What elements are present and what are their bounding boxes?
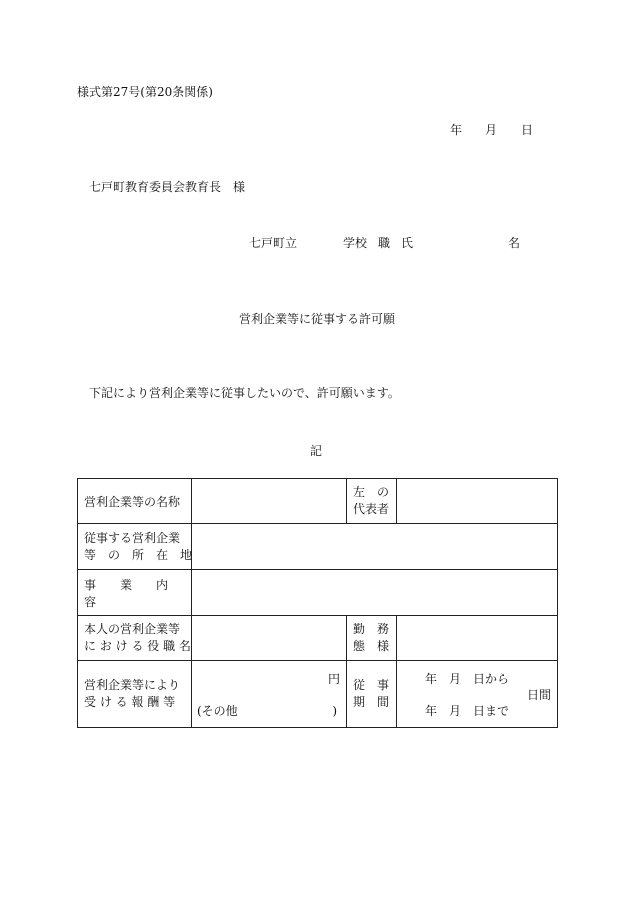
applicant-position: 職	[378, 236, 391, 250]
compensation-label-cell	[78, 661, 192, 728]
job-title-label-cell	[78, 616, 192, 661]
addressee: 七戸町教育委員会教育長 様	[89, 180, 246, 194]
applicant-town-school: 七戸町立	[249, 236, 298, 250]
table-row	[78, 524, 558, 570]
period-field[interactable]	[397, 661, 558, 728]
company-name-label: 営利企業等の名称	[84, 494, 181, 509]
table-row	[78, 479, 558, 524]
table-row	[78, 570, 558, 616]
compensation-field[interactable]	[192, 661, 347, 728]
date-month-label: 月	[485, 123, 498, 137]
period-from: 年 月 日から	[425, 672, 510, 686]
work-style-label-line2: 態 様	[353, 639, 390, 653]
date-year-label: 年	[450, 123, 463, 137]
compensation-label-line2: 受 け る 報 酬 等	[84, 695, 176, 709]
company-name-field[interactable]	[192, 479, 347, 524]
job-title-field[interactable]	[192, 616, 347, 661]
other-open: (その他	[197, 704, 238, 718]
job-title-label-line2: に お け る 役 職 名	[84, 639, 191, 653]
representative-label-line2: 代表者	[353, 502, 390, 516]
compensation-label-line1: 営利企業等により	[84, 678, 181, 692]
work-style-label-cell	[347, 616, 397, 661]
company-name-label-cell	[78, 479, 192, 524]
work-style-label-line1: 勤 務	[353, 622, 390, 636]
business-content-label: 事 業 内 容	[84, 577, 193, 609]
period-days: 日間	[526, 688, 551, 702]
business-content-label-cell	[78, 570, 192, 616]
representative-field[interactable]	[397, 479, 558, 524]
ki-label: 記	[310, 444, 323, 458]
form-number: 様式第27号(第20条関係)	[77, 85, 213, 99]
work-style-field[interactable]	[397, 616, 558, 661]
table-row	[78, 661, 558, 728]
date-day-label: 日	[521, 123, 534, 137]
yen-unit: 円	[327, 672, 340, 686]
representative-label-line1: 左 の	[353, 485, 390, 499]
other-close: )	[332, 704, 337, 718]
application-table	[77, 478, 558, 728]
representative-label-cell	[347, 479, 397, 524]
period-to: 年 月 日まで	[425, 704, 510, 718]
body-text: 下記により営利企業等に従事したいので、許可願います。	[89, 386, 400, 400]
table-row	[78, 616, 558, 661]
period-label-cell	[347, 661, 397, 728]
document-title: 営利企業等に従事する許可願	[239, 312, 396, 326]
period-label-line1: 従 事	[353, 678, 390, 692]
location-label-cell	[78, 524, 192, 570]
business-content-field[interactable]	[192, 570, 558, 616]
location-label-line2: 等 の 所 在 地	[84, 547, 193, 562]
period-label-line2: 期 間	[353, 695, 390, 709]
location-label-line1: 従事する営利企業	[84, 530, 181, 545]
applicant-surname: 氏	[401, 236, 414, 250]
job-title-label-line1: 本人の営利企業等	[84, 622, 181, 636]
applicant-school: 学校	[343, 236, 368, 250]
location-field[interactable]	[192, 524, 558, 570]
applicant-name: 名	[508, 236, 521, 250]
